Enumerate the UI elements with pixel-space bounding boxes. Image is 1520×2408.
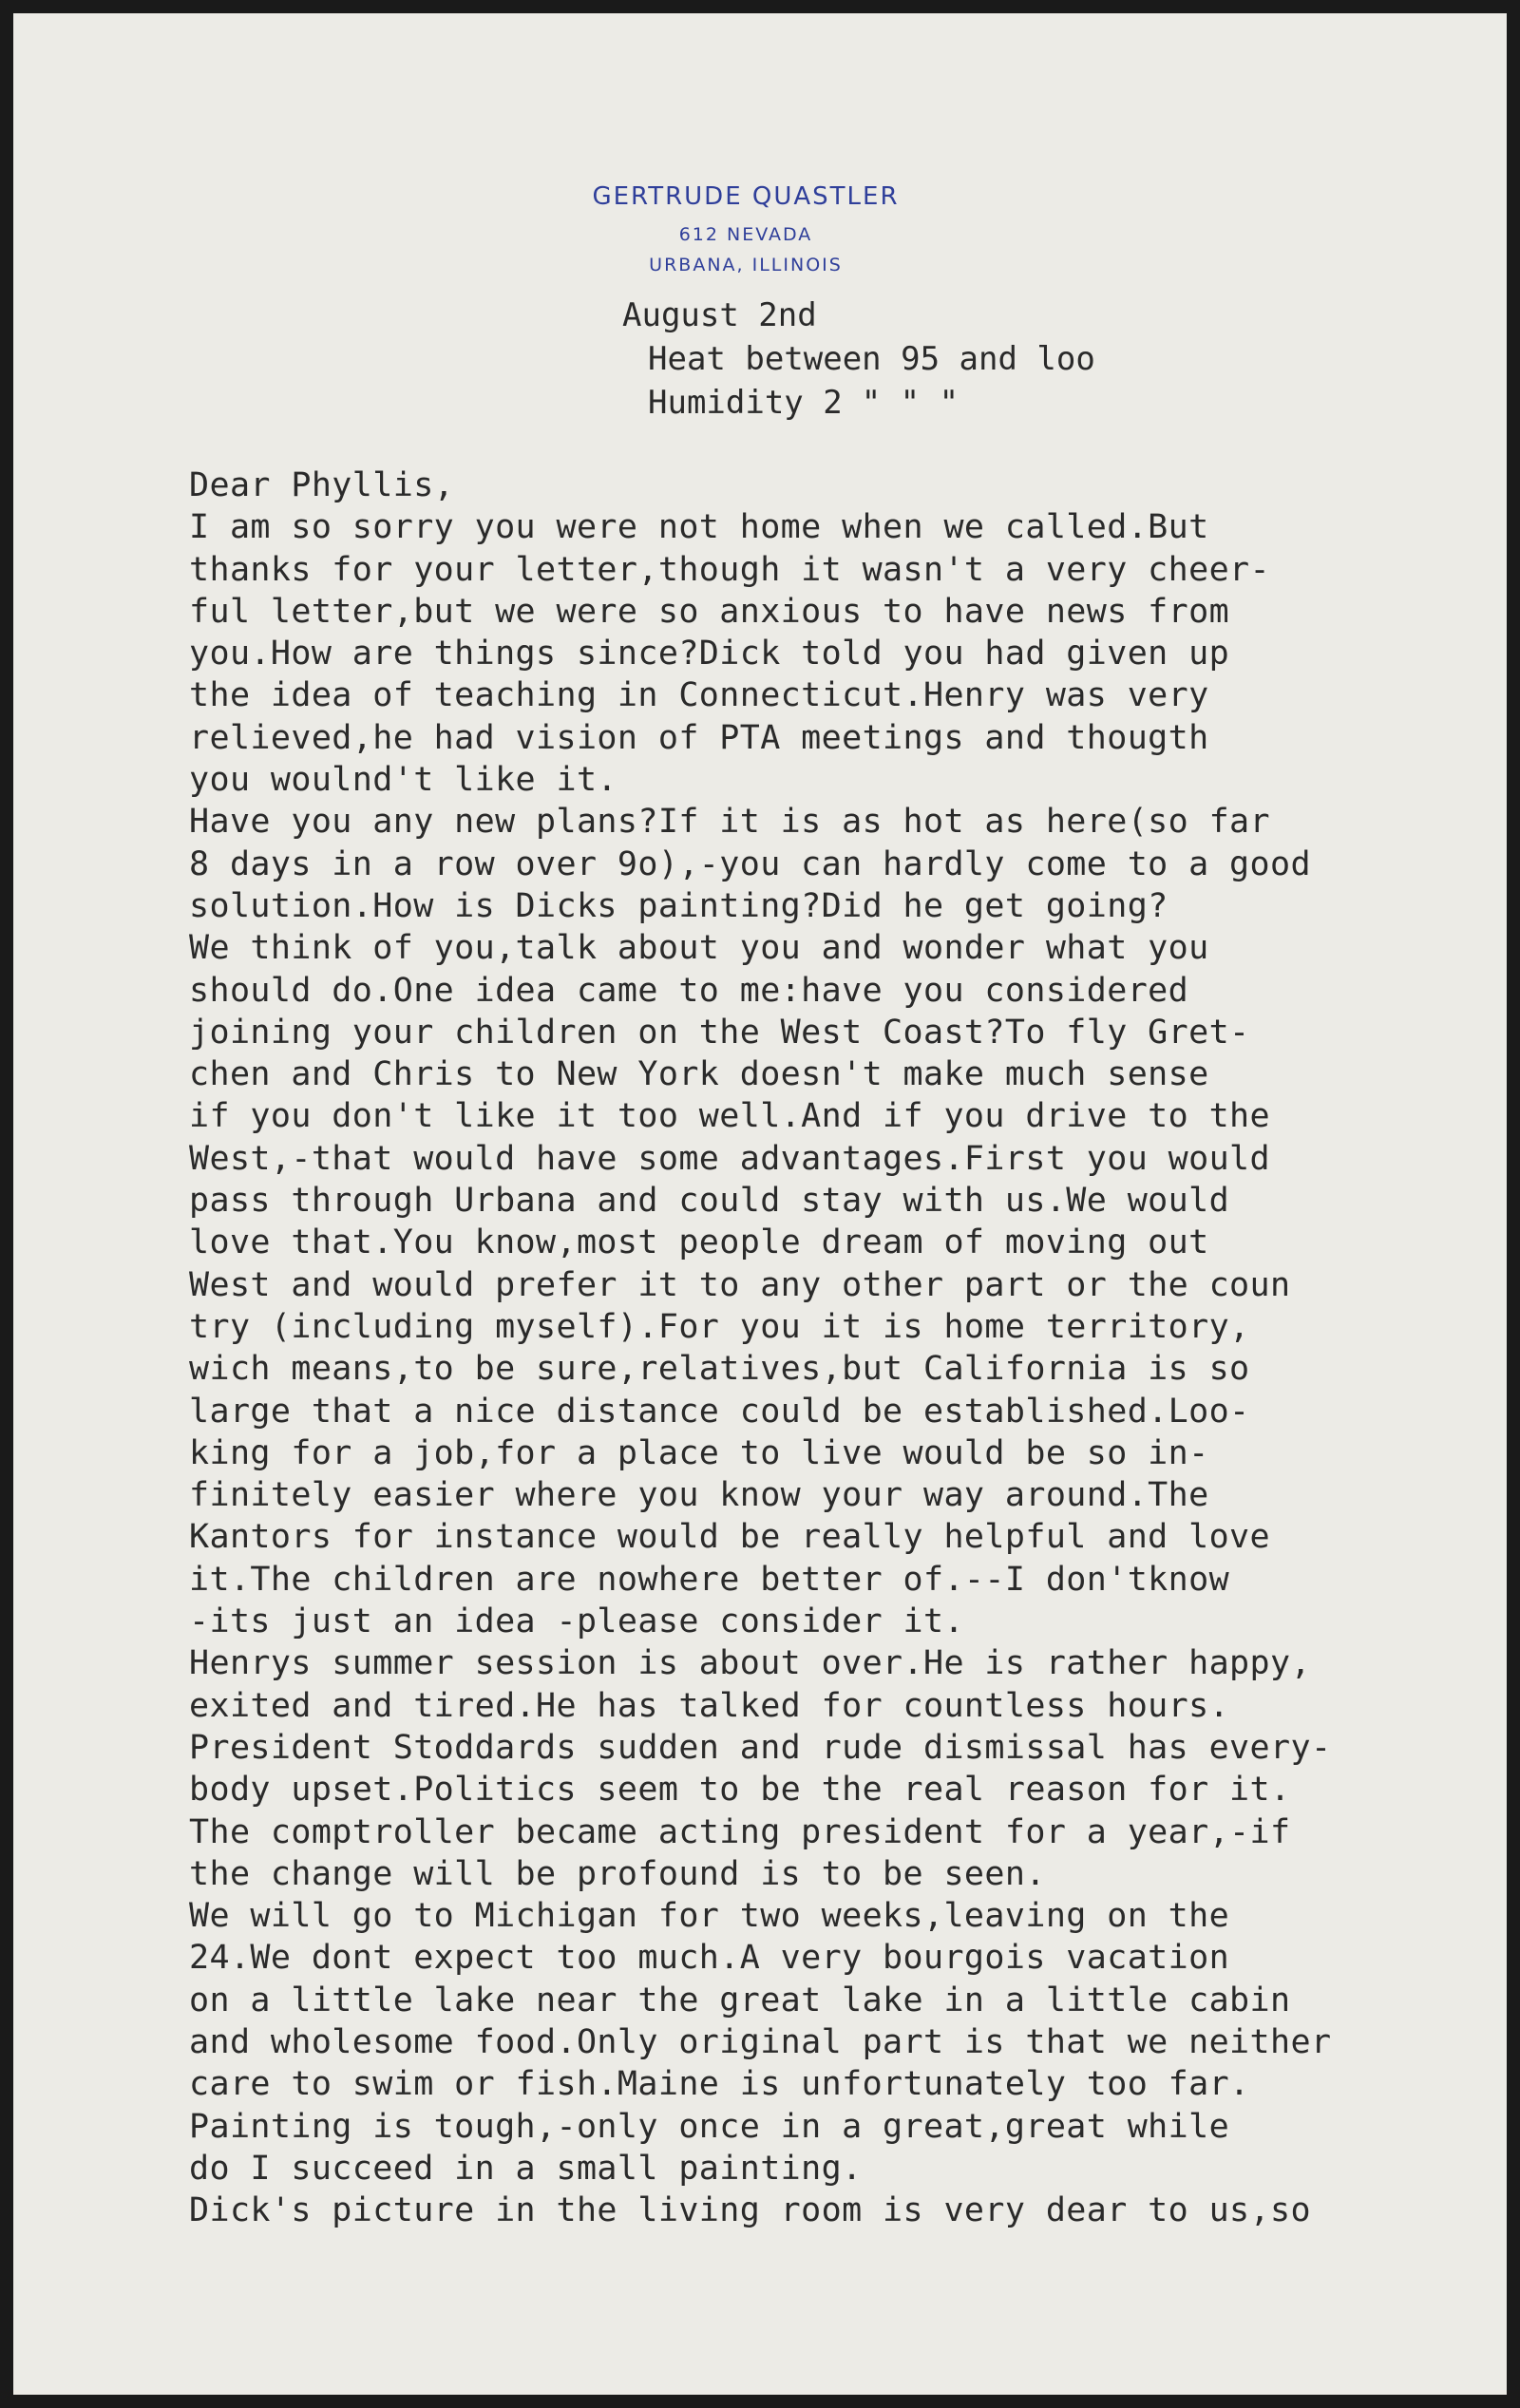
- letter-line: pass through Urbana and could stay with us.We would: [189, 1182, 1230, 1221]
- letter-line: Dick's picture in the living room is very dear to us,so: [189, 2191, 1311, 2230]
- letter-line: finitely easier where you know your way around.The: [189, 1476, 1209, 1515]
- letter-line: We think of you,talk about you and wonder what you: [189, 929, 1209, 968]
- letter-line: try (including myself).For you it is home territory,: [189, 1307, 1250, 1346]
- letter-line: chen and Chris to New York doesn't make much sense: [189, 1055, 1209, 1094]
- letter-body: [189, 465, 1491, 2231]
- letter-line: large that a nice distance could be established.Loo-: [189, 1392, 1250, 1431]
- letter-line: do I succeed in a small painting.: [189, 2149, 863, 2188]
- letter-line: solution.How is Dicks painting?Did he get going?: [189, 886, 1168, 925]
- letterhead: [13, 182, 1507, 275]
- date-line: August 2nd: [622, 296, 817, 334]
- humidity-value: 2: [823, 384, 843, 422]
- letter-line: exited and tired.He has talked for countless hours.: [189, 1686, 1230, 1725]
- date-block: [622, 294, 1095, 425]
- letter-line: love that.You know,most people dream of moving out: [189, 1223, 1209, 1262]
- letter-line: the change will be profound is to be seen.: [189, 1854, 1046, 1893]
- letter-line: West and would prefer it to any other part or the coun: [189, 1265, 1291, 1304]
- letter-line: it.The children are nowhere better of.--I don'tknow: [189, 1560, 1230, 1599]
- letter-line: should do.One idea came to me:have you considered: [189, 971, 1189, 1010]
- letter-line: The comptroller became acting president for a year,-if: [189, 1812, 1291, 1851]
- letter-line: 8 days in a row over 9o),-you can hardly come to a good: [189, 844, 1311, 883]
- letter-line: and wholesome food.Only original part is that we neither: [189, 2022, 1332, 2061]
- letterhead-street: 612 NEVADA: [678, 224, 813, 245]
- letter-line: ful letter,but we were so anxious to have news from: [189, 592, 1230, 631]
- letter-line: Have you any new plans?If it is as hot as here(so far: [189, 803, 1271, 842]
- letterhead-name: GERTRUDE QUASTLER: [592, 182, 900, 211]
- letter-line: you.How are things since?Dick told you had given up: [189, 635, 1230, 673]
- letter-line: Painting is tough,-only once in a great,great while: [189, 2107, 1230, 2146]
- letter-line: the idea of teaching in Connecticut.Henry was very: [189, 676, 1209, 715]
- heat-line: Heat between 95 and loo: [648, 340, 1095, 378]
- letter-line: on a little lake near the great lake in a little cabin: [189, 1981, 1291, 2019]
- letter-line: you woulnd't like it.: [189, 761, 618, 800]
- letter-line: body upset.Politics seem to be the real reason for it.: [189, 1771, 1291, 1810]
- humidity-dittos: " " ": [861, 384, 960, 422]
- letterhead-city: URBANA, ILLINOIS: [649, 255, 843, 275]
- humidity-line: [622, 381, 1095, 425]
- letter-line: 24.We dont expect too much.A very bourgois vacation: [189, 1939, 1230, 1978]
- letter-line: We will go to Michigan for two weeks,leaving on the: [189, 1897, 1230, 1936]
- letter-paper: [13, 13, 1507, 2395]
- letter-line: if you don't like it too well.And if you drive to the: [189, 1097, 1271, 1136]
- letter-line: wich means,to be sure,relatives,but California is so: [189, 1350, 1250, 1389]
- letter-line: I am so sorry you were not home when we called.But: [189, 508, 1209, 547]
- letter-line: -its just an idea -please consider it.: [189, 1602, 964, 1641]
- letter-line: Henrys summer session is about over.He is rather happy,: [189, 1644, 1311, 1683]
- letter-line: Kantors for instance would be really helpful and love: [189, 1518, 1271, 1557]
- letter-line: Dear Phyllis,: [189, 466, 455, 504]
- letter-line: relieved,he had vision of PTA meetings and thougth: [189, 718, 1209, 757]
- letter-line: king for a job,for a place to live would be so in-: [189, 1433, 1209, 1472]
- humidity-label: Humidity: [648, 384, 804, 422]
- letter-line: joining your children on the West Coast?To fly Gret-: [189, 1013, 1250, 1052]
- letter-line: West,-that would have some advantages.First you would: [189, 1139, 1271, 1178]
- letter-line: President Stoddards sudden and rude dismissal has every-: [189, 1728, 1332, 1767]
- letter-line: thanks for your letter,though it wasn't a very cheer-: [189, 550, 1271, 589]
- letter-line: care to swim or fish.Maine is unfortunately too far.: [189, 2065, 1250, 2104]
